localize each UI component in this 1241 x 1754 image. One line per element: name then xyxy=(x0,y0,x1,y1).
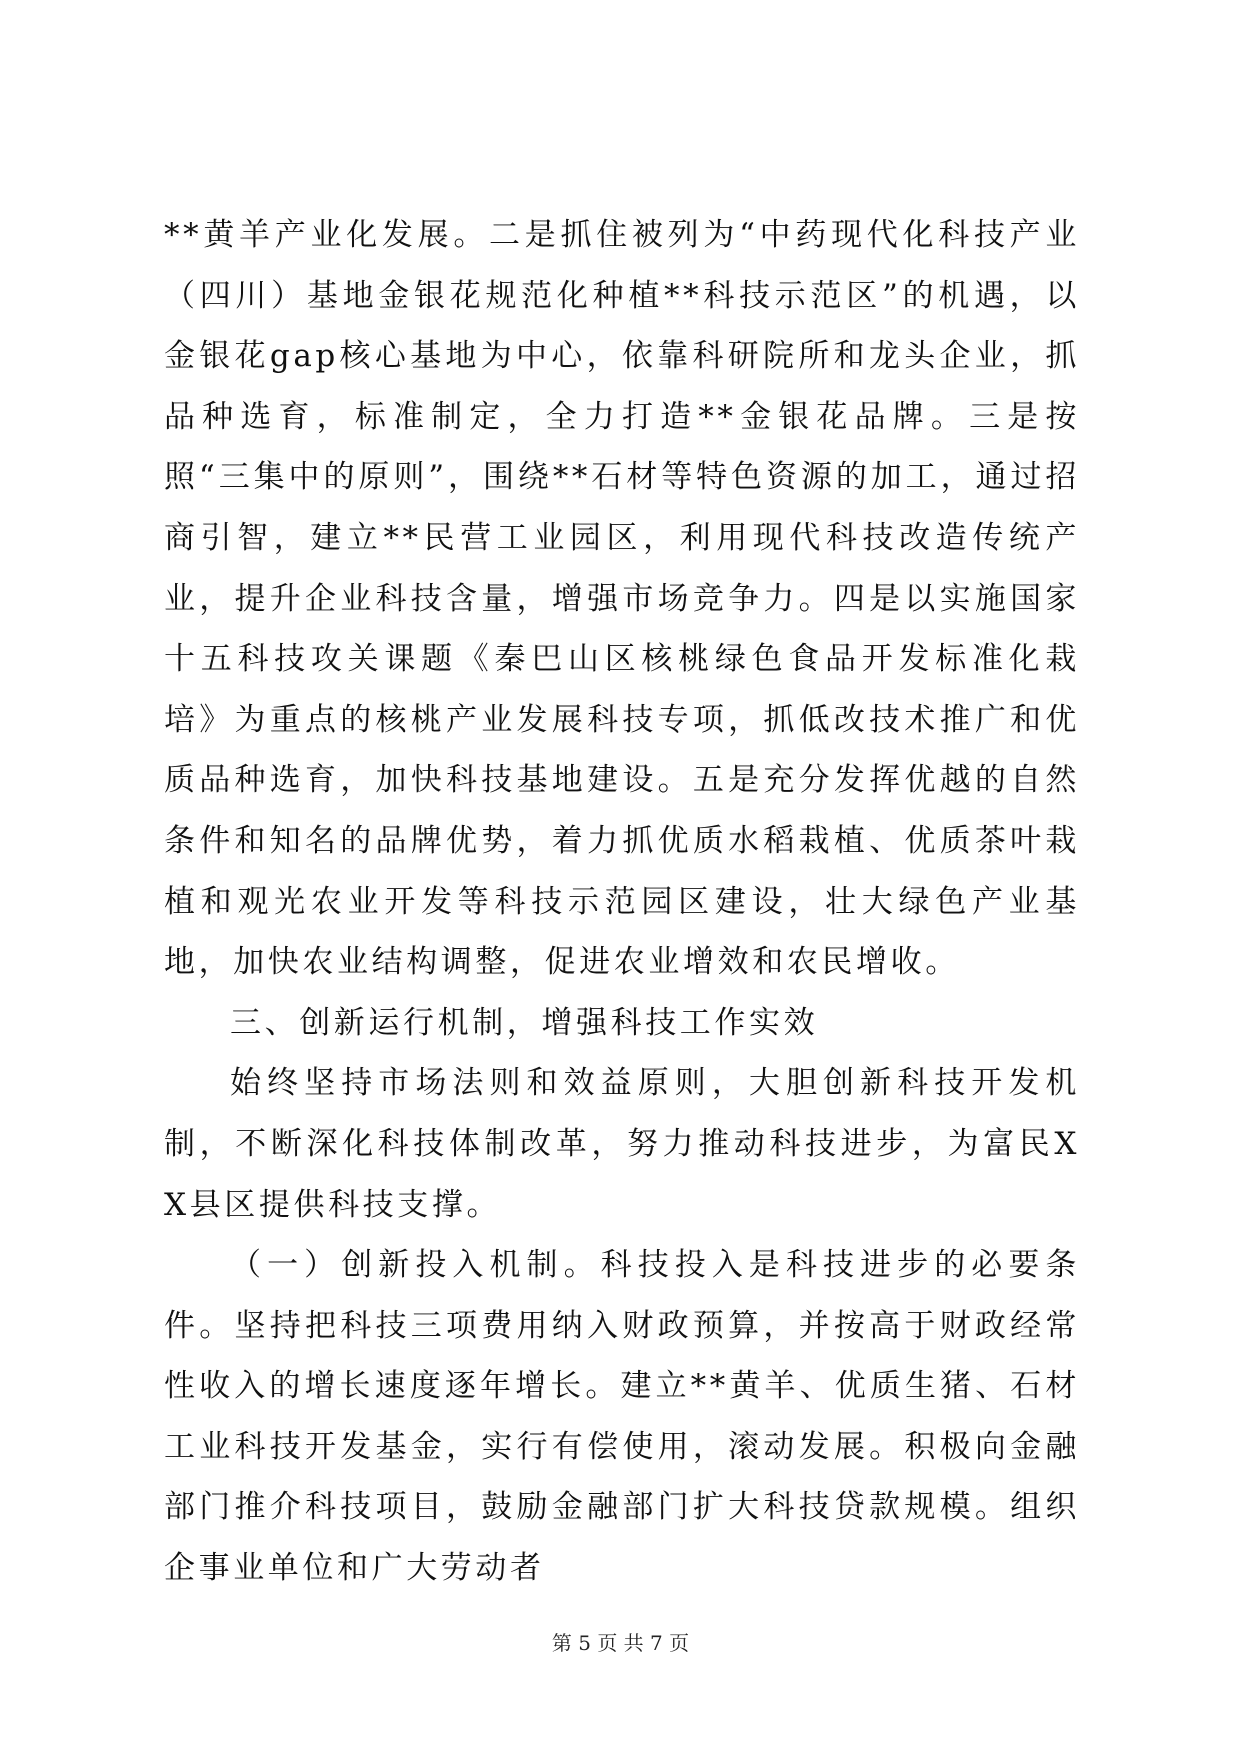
paragraph-investment-mechanism: （一）创新投入机制。科技投入是科技进步的必要条件。坚持把科技三项费用纳入财政预算，并按高于财政经常性收入的增长速度逐年增长。建立**黄羊、优质生猪、石材工业科技开发基金，实行有偿使用，滚动发展。积极向金融部门推介科技项目，鼓励金融部门扩大科技贷款规模。组织企事业单位和广大劳动者 xyxy=(164,1247,1080,1587)
page-footer: 第 5 页 共 7 页 xyxy=(551,1631,690,1655)
section-heading: 三、创新运行机制，增强科技工作实效 xyxy=(230,1004,819,1041)
paragraph-section-intro: 始终坚持市场法则和效益原则，大胆创新科技开发机制，不断深化科技体制改革，努力推动科技进步，为富民XX县区提供科技支撑。 xyxy=(164,1065,1080,1223)
document-body xyxy=(164,205,1080,1599)
paragraph-continuation: **黄羊产业化发展。二是抓住被列为“中药现代化科技产业（四川）基地金银花规范化种植**科技示范区”的机遇，以金银花gap核心基地为中心，依靠科研院所和龙头企业，抓品种选育，标准制定，全力打造**金银花品牌。三是按照“三集中的原则”，围绕**石材等特色资源的加工，通过招商引智，建立**民营工业园区，利用现代科技改造传统产业，提升企业科技含量，增强市场竞争力。四是以实施国家十五科技攻关课题《秦巴山区核桃绿色食品开发标准化栽培》为重点的核桃产业发展科技专项，抓低改技术推广和优质品种选育，加快科技基地建设。五是充分发挥优越的自然条件和知名的品牌优势，着力抓优质水稻栽植、优质茶叶栽植和观光农业开发等科技示范园区建设，壮大绿色产业基地，加快农业结构调整，促进农业增效和农民增收。 xyxy=(164,217,1080,981)
